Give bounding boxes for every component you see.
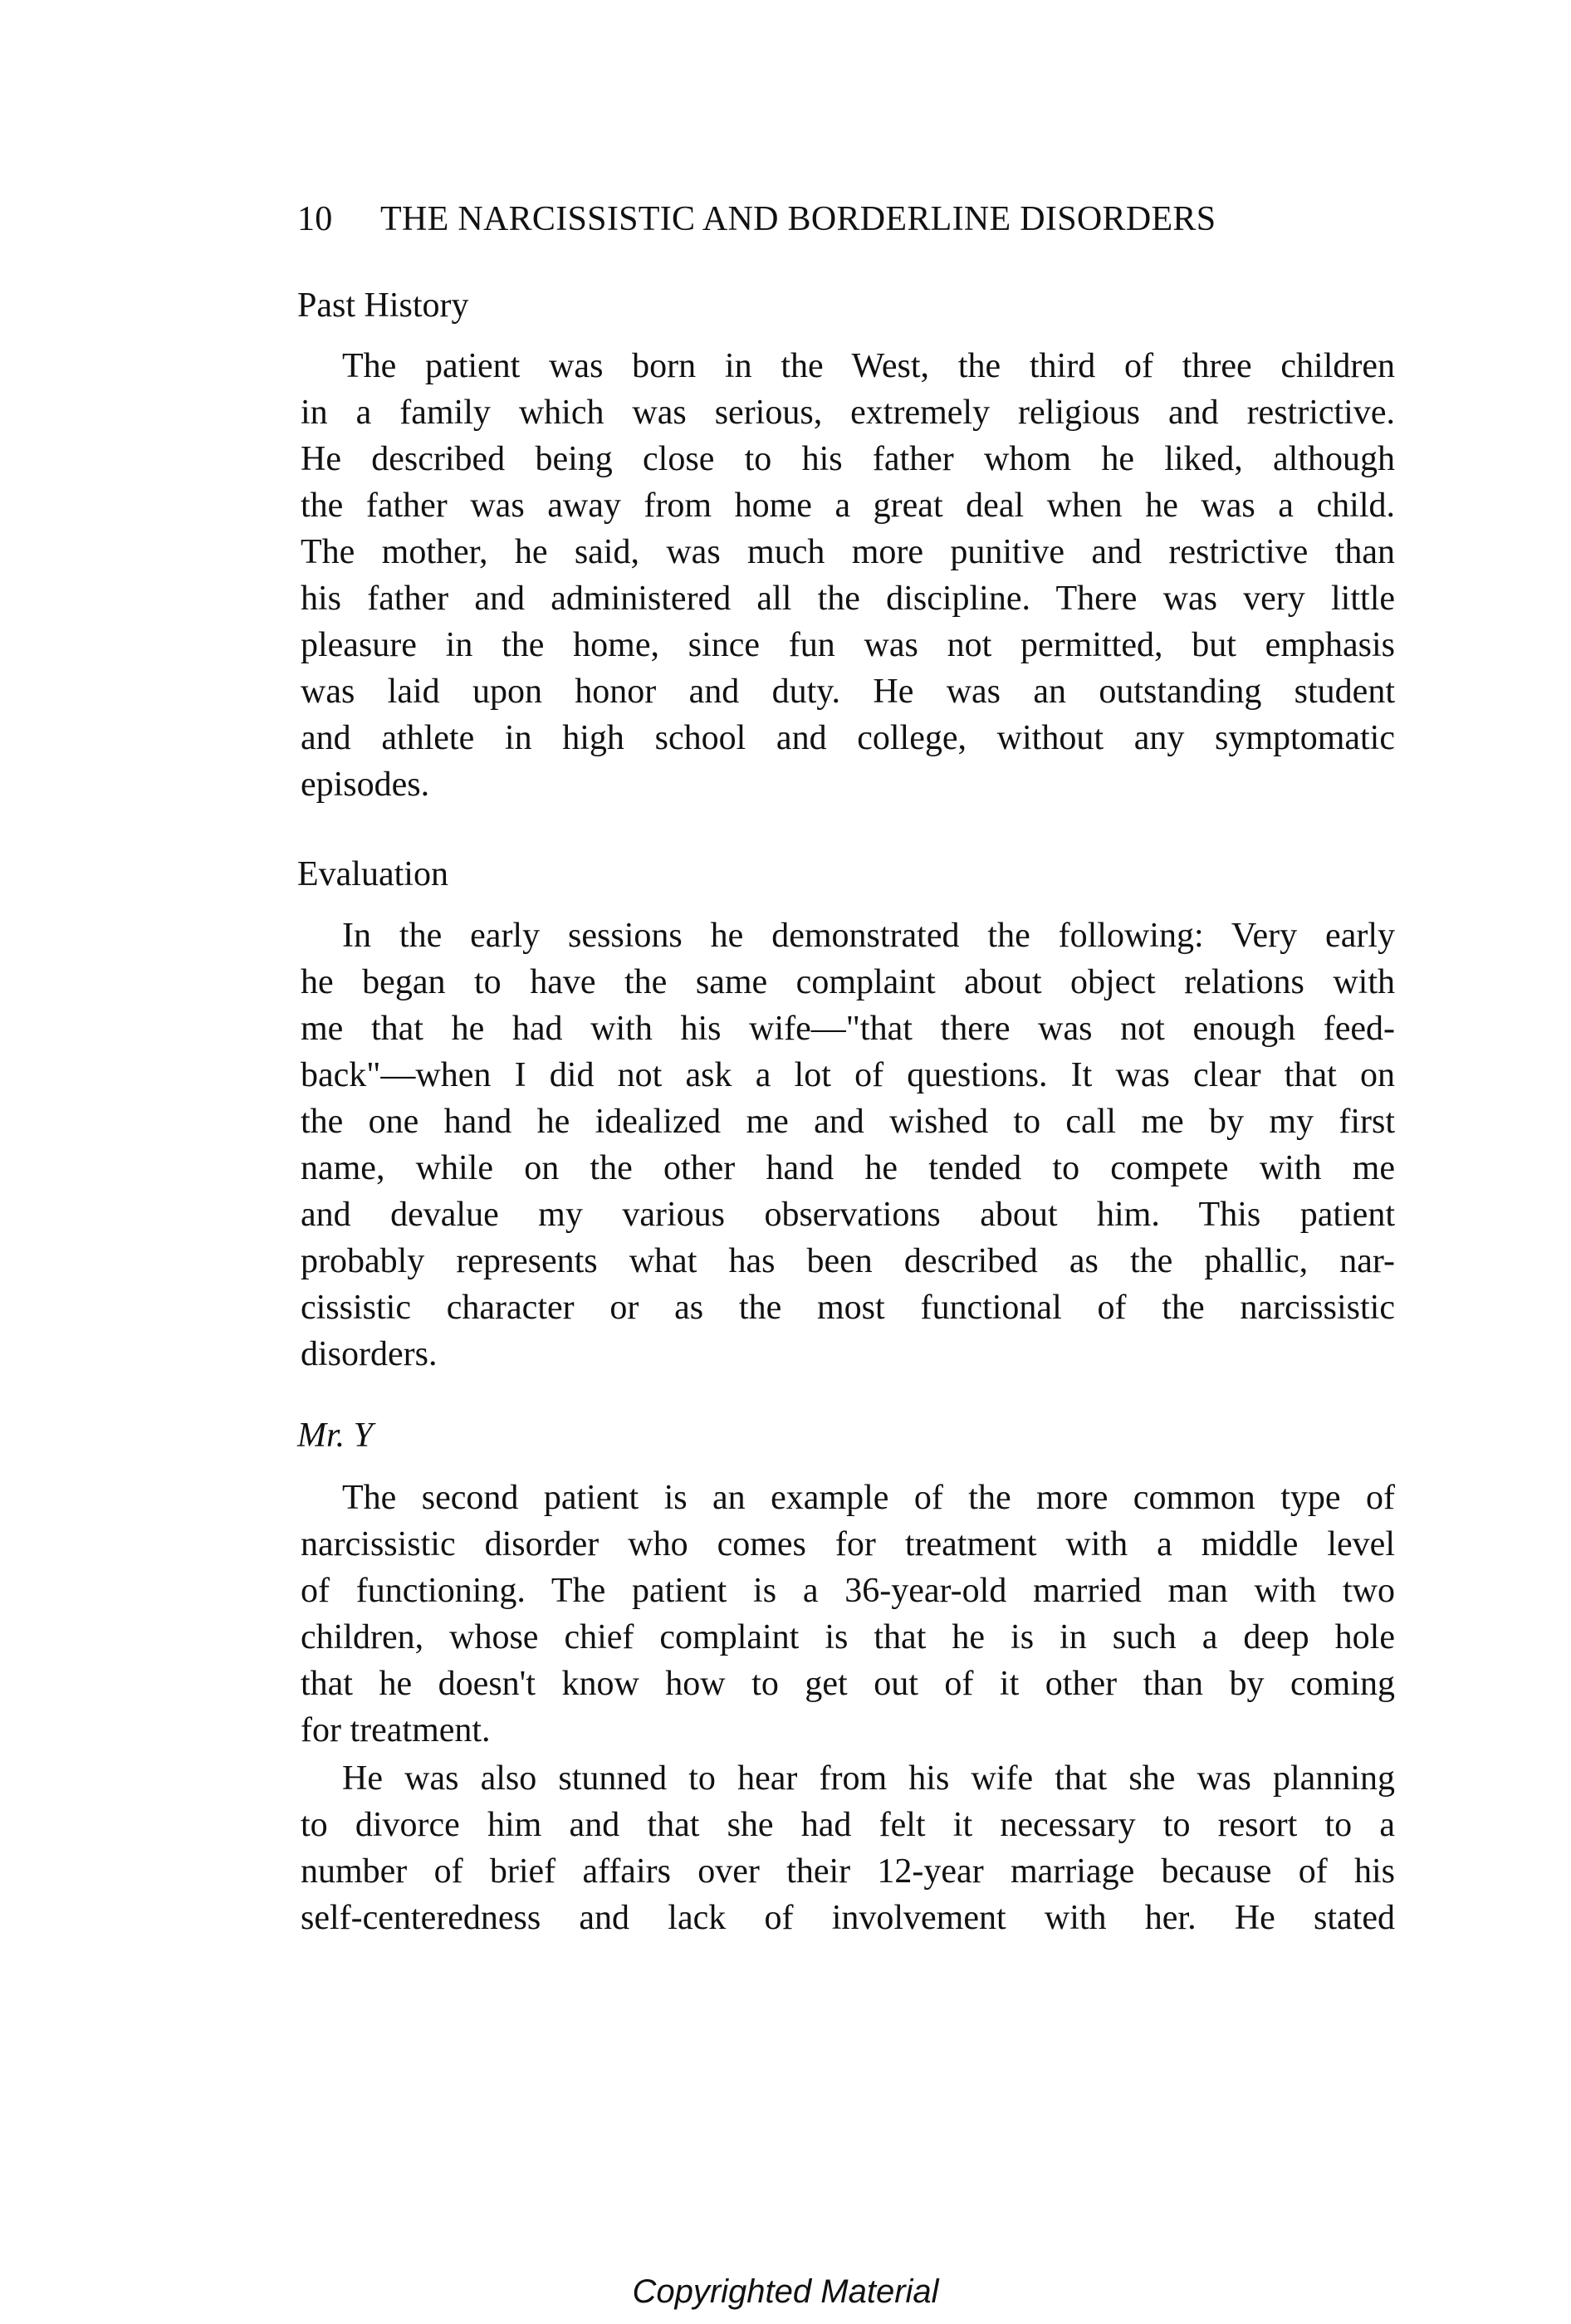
text-line: for treatment. xyxy=(301,1711,491,1749)
section-heading-evaluation: Evaluation xyxy=(297,855,448,893)
paragraph-past-history xyxy=(301,343,1395,808)
text-line: was laid upon honor and duty. He was an outstanding student xyxy=(301,673,1395,711)
text-line: in a family which was serious, extremely religious and restrictive. xyxy=(301,394,1395,432)
page-number: 10 xyxy=(297,200,333,238)
text-line: He described being close to his father whom he liked, although xyxy=(301,440,1395,478)
running-head-title: THE NARCISSISTIC AND BORDERLINE DISORDERS xyxy=(380,200,1216,238)
paragraph-mr-y-2 xyxy=(301,1755,1395,1941)
text-line: that he doesn't know how to get out of it other than by coming xyxy=(301,1665,1395,1703)
text-line: the father was away from home a great deal when he was a child. xyxy=(301,487,1395,525)
text-line: The patient was born in the West, the third of three children xyxy=(342,347,1395,385)
text-line: The second patient is an example of the more common type of xyxy=(342,1479,1395,1517)
section-heading-mr-y: Mr. Y xyxy=(297,1416,374,1455)
text-line: of functioning. The patient is a 36-year-old married man with two xyxy=(301,1572,1395,1610)
paragraph-mr-y-1 xyxy=(301,1475,1395,1754)
text-line: he began to have the same complaint about object relations with xyxy=(301,963,1395,1001)
running-head xyxy=(297,196,1402,242)
text-line: disorders. xyxy=(301,1335,438,1373)
text-line: and athlete in high school and college, without any symptomatic xyxy=(301,719,1395,757)
text-line: to divorce him and that she had felt it necessary to resort to a xyxy=(301,1806,1395,1844)
text-line: number of brief affairs over their 12-year marriage because of his xyxy=(301,1852,1395,1891)
text-line: The mother, he said, was much more punitive and restrictive than xyxy=(301,533,1395,571)
text-line: his father and administered all the discipline. There was very little xyxy=(301,580,1395,618)
text-line: self-centeredness and lack of involvement with her. He stated xyxy=(301,1899,1395,1937)
text-line: me that he had with his wife—"that there was not enough feed- xyxy=(301,1010,1395,1048)
text-line: probably represents what has been described as the phallic, nar- xyxy=(301,1242,1395,1280)
text-line: the one hand he idealized me and wished to call me by my first xyxy=(301,1103,1395,1141)
copyright-footer: Copyrighted Material xyxy=(632,2273,939,2310)
section-heading-past-history: Past History xyxy=(297,286,469,325)
text-line: name, while on the other hand he tended to compete with me xyxy=(301,1149,1395,1187)
text-line: narcissistic disorder who comes for treatment with a middle level xyxy=(301,1525,1395,1563)
text-line: In the early sessions he demonstrated the following: Very early xyxy=(342,917,1395,955)
text-line: pleasure in the home, since fun was not permitted, but emphasis xyxy=(301,626,1395,664)
text-line: He was also stunned to hear from his wife that she was planning xyxy=(342,1759,1395,1798)
text-line: cissistic character or as the most functional of the narcissistic xyxy=(301,1289,1395,1327)
text-line: children, whose chief complaint is that he is in such a deep hole xyxy=(301,1618,1395,1656)
text-line: episodes. xyxy=(301,766,430,804)
paragraph-evaluation xyxy=(301,912,1395,1377)
text-line: and devalue my various observations about him. This patient xyxy=(301,1196,1395,1234)
text-line: back"—when I did not ask a lot of questions. It was clear that on xyxy=(301,1056,1395,1094)
